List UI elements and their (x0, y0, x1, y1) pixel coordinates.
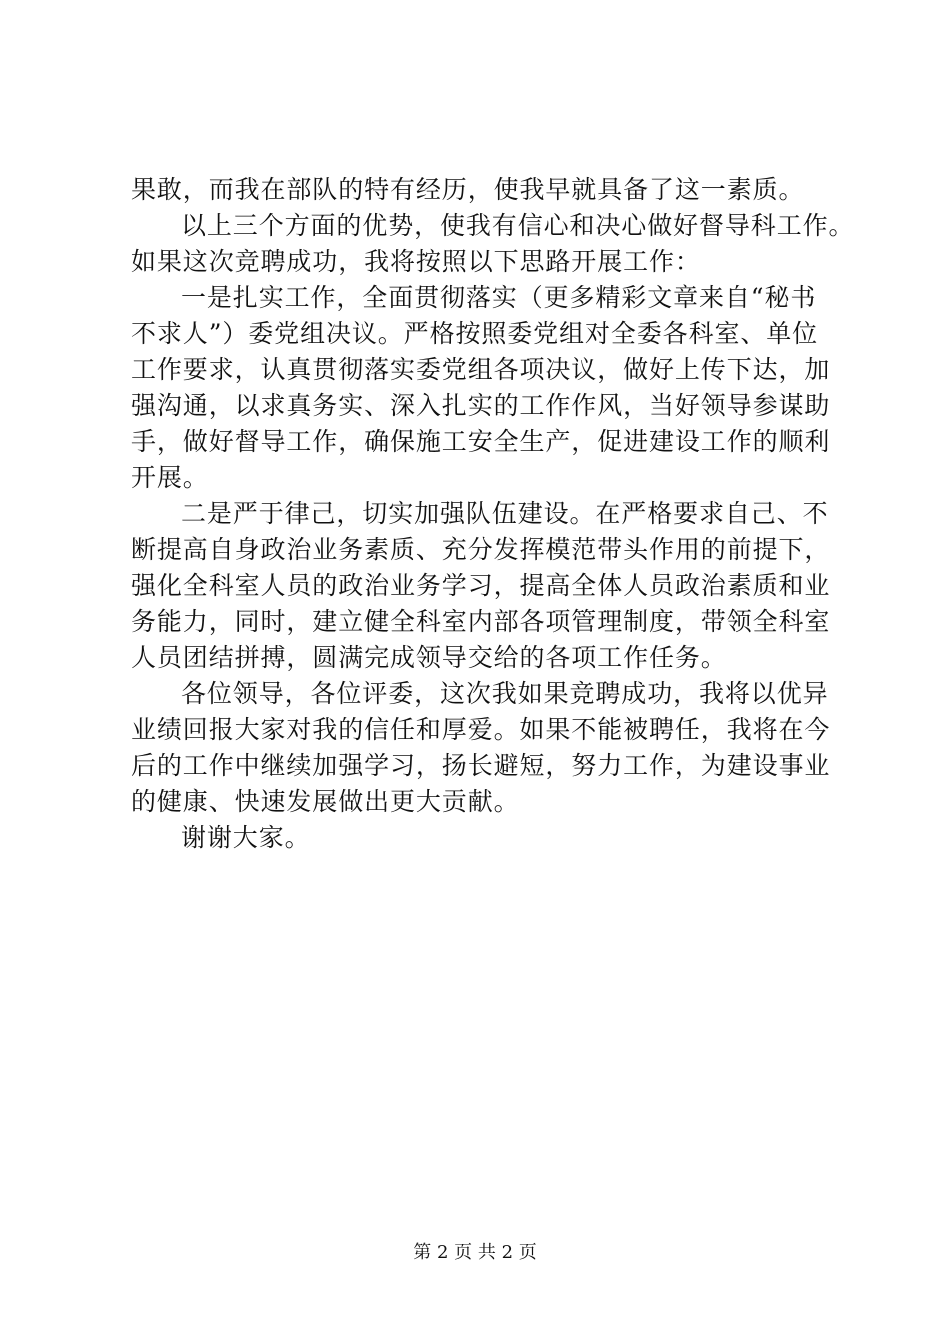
body-text-line: 的健康、快速发展做出更大贡献。 (131, 787, 520, 816)
page-number-footer: 第 2 页 共 2 页 (413, 1242, 537, 1263)
body-text-line: 各位领导，各位评委，这次我如果竞聘成功，我将以优异 (181, 679, 829, 708)
body-text-line: 强沟通，以求真务实、深入扎实的工作作风，当好领导参谋助 (131, 391, 831, 420)
body-text-line: 业绩回报大家对我的信任和厚爱。如果不能被聘任，我将在今 (131, 715, 831, 744)
body-text-line: 以上三个方面的优势，使我有信心和决心做好督导科工作。 (181, 211, 855, 240)
body-text-line: 谢谢大家。 (181, 823, 311, 852)
body-text-line: 人员团结拼搏，圆满完成领导交给的各项工作任务。 (131, 643, 727, 672)
body-text-line: 二是严于律己，切实加强队伍建设。在严格要求自己、不 (181, 499, 829, 528)
body-text-line: 手，做好督导工作，确保施工安全生产，促进建设工作的顺利 (131, 427, 831, 456)
body-text-line: 开展。 (131, 463, 209, 492)
body-text-line: 断提高自身政治业务素质、充分发挥模范带头作用的前提下， (131, 535, 831, 564)
body-text-line: 后的工作中继续加强学习，扬长避短，努力工作，为建设事业 (131, 751, 831, 780)
body-text-line: 工作要求，认真贯彻落实委党组各项决议，做好上传下达，加 (131, 355, 831, 384)
body-text-line: 强化全科室人员的政治业务学习，提高全体人员政治素质和业 (131, 571, 831, 600)
body-text-line: 一是扎实工作，全面贯彻落实（更多精彩文章来自“秘书 (181, 283, 817, 312)
body-text-line: 不求人”）委党组决议。严格按照委党组对全委各科室、单位 (131, 319, 819, 348)
body-text-line: 如果这次竞聘成功，我将按照以下思路开展工作： (131, 247, 701, 276)
body-text-line: 务能力，同时，建立健全科室内部各项管理制度，带领全科室 (131, 607, 831, 636)
body-text-line: 果敢，而我在部队的特有经历，使我早就具备了这一素质。 (131, 175, 805, 204)
